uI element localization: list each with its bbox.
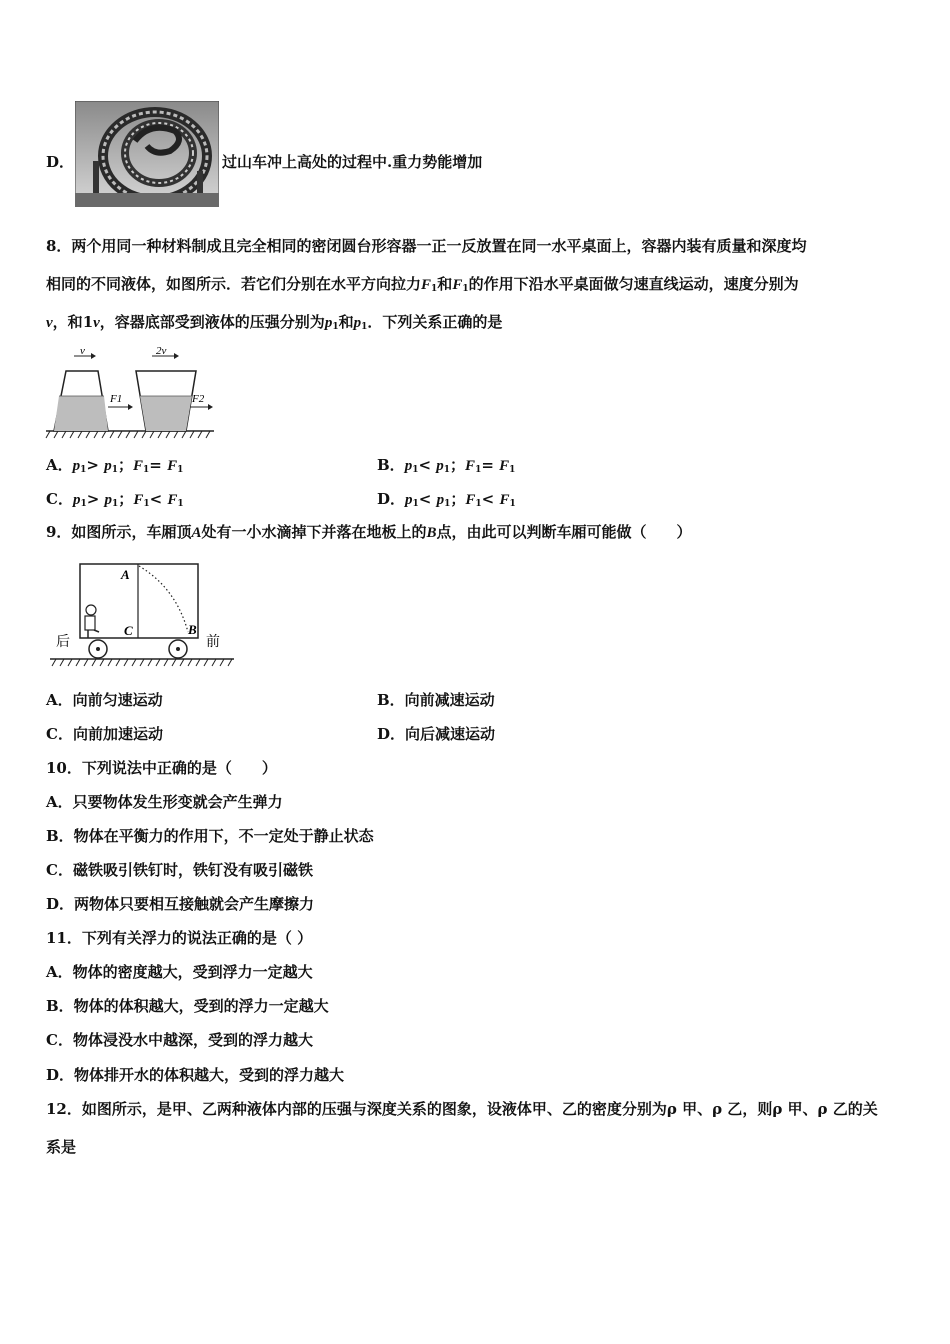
q11-stem: 11．下列有关浮力的说法正确的是（ ） (46, 929, 313, 947)
option-d-letter: D． (46, 153, 75, 171)
q10-option-c: C．磁铁吸引铁钉时，铁钉没有吸引磁铁 (46, 861, 313, 879)
q9-carriage-figure (46, 558, 238, 668)
front-label: 前 (206, 635, 220, 650)
q9-option-a: A．向前匀速运动 (46, 691, 163, 709)
q10-stem: 10．下列说法中正确的是（ ） (46, 759, 277, 777)
q11-option-a: A．物体的密度越大，受到浮力一定越大 (46, 963, 313, 981)
point-a-label: A (121, 567, 130, 582)
velocity-label-right: 2v (156, 345, 167, 357)
option-d-text: 过山车冲上高处的过程中.重力势能增加 (222, 153, 483, 171)
q8-option-b: B．$p_1< p_1$；$F_1= F_1$ (377, 456, 516, 475)
q8-line1: 8．两个用同一种材料制成且完全相同的密闭圆台形容器一正一反放置在同一水平桌面上，容器内装有质量和深度均 (46, 237, 807, 255)
q8-option-a: A．$p_1> p_1$；$F_1= F_1$ (46, 456, 184, 475)
q12-line2: 系是 (46, 1138, 77, 1156)
q8-line3: v，和1v，容器底部受到液体的压强分别为$p_1$和$p_1$．下列关系正确的是 (46, 313, 503, 332)
roller-coaster-image (75, 101, 219, 207)
q9-stem: 9．如图所示，车厢顶A处有一小水滴掉下并落在地板上的B点，由此可以判断车厢可能做（ ） (46, 523, 692, 541)
q10-option-b: B．物体在平衡力的作用下，不一定处于静止状态 (46, 827, 374, 845)
velocity-label-left: v (80, 345, 85, 357)
q11-option-d: D．物体排开水的体积越大，受到的浮力越大 (46, 1066, 345, 1084)
q11-option-b: B．物体的体积越大，受到的浮力一定越大 (46, 997, 329, 1015)
back-label: 后 (56, 635, 70, 650)
force-label-left: F1 (110, 393, 123, 405)
q8-option-d: D．$p_1< p_1$；$F_1< F_1$ (377, 490, 516, 509)
q8-containers-figure (44, 344, 216, 440)
q10-option-d: D．两物体只要相互接触就会产生摩擦力 (46, 895, 315, 913)
q8-line2: 相同的不同液体，如图所示．若它们分别在水平方向拉力$F_1$和$F_1$的作用下沿水平桌面做匀速直线运动，速度分别为 (46, 275, 799, 294)
point-c-label: C (124, 623, 133, 638)
q9-option-d: D．向后减速运动 (377, 725, 496, 743)
q10-option-a: A．只要物体发生形变就会产生弹力 (46, 793, 283, 811)
q9-option-b: B．向前减速运动 (377, 691, 495, 709)
point-b-label: B (188, 622, 197, 637)
force-label-right: F2 (192, 393, 205, 405)
q12-line1: 12．如图所示，是甲、乙两种液体内部的压强与深度关系的图象，设液体甲、乙的密度分别为ρ 甲、ρ 乙，则ρ 甲、ρ 乙的关 (46, 1100, 878, 1118)
q11-option-c: C．物体浸没水中越深，受到的浮力越大 (46, 1031, 313, 1049)
q9-option-c: C．向前加速运动 (46, 725, 163, 743)
q8-option-c: C．$p_1> p_1$；$F_1< F_1$ (46, 490, 184, 509)
